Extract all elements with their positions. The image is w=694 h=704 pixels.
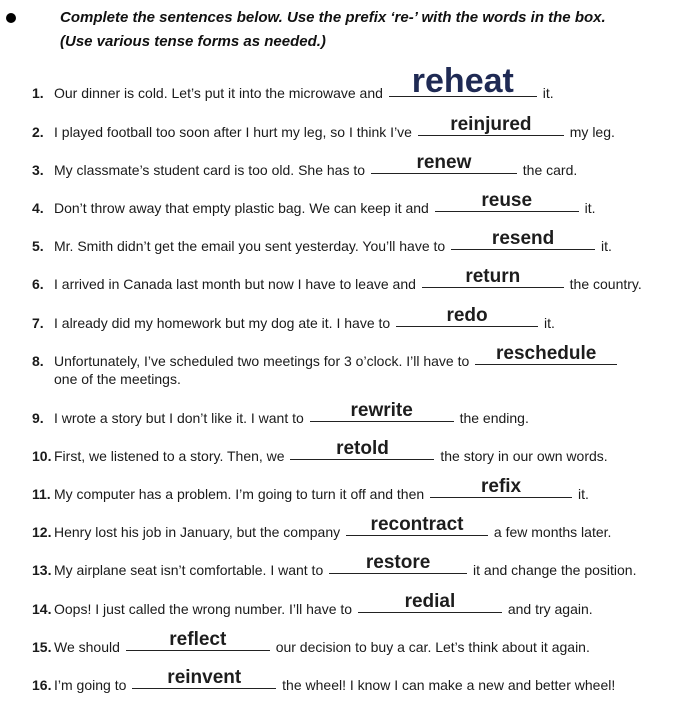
answer-text: reschedule xyxy=(496,343,597,364)
item-number: 3. xyxy=(32,162,44,178)
item-number: 5. xyxy=(32,238,44,254)
item-number: 1. xyxy=(32,85,44,101)
answer-blank[interactable] xyxy=(371,152,517,175)
answer-text: reheat xyxy=(411,62,514,100)
sentence-item xyxy=(32,591,682,618)
answer-text: rewrite xyxy=(350,400,413,421)
item-number: 10. xyxy=(32,448,52,464)
answer-blank[interactable] xyxy=(132,667,276,690)
item-text-before: Our dinner is cold. Let’s put it into the microwave and xyxy=(54,85,383,101)
answer-blank[interactable] xyxy=(396,305,538,328)
sentence-item xyxy=(32,629,682,656)
item-text-before: Oops! I just called the wrong number. I’ll have to xyxy=(54,601,353,617)
item-text-before: My computer has a problem. I’m going to turn it off and then xyxy=(54,486,425,502)
item-text-before: Don’t throw away that empty plastic bag. We can keep it and xyxy=(54,200,429,216)
sentence-item xyxy=(32,552,682,579)
item-text-after: the story in our own words. xyxy=(440,448,608,464)
answer-text: return xyxy=(465,266,521,287)
item-number: 11. xyxy=(32,486,51,502)
item-number: 16. xyxy=(32,677,52,693)
answer-blank[interactable] xyxy=(418,114,564,137)
sentence-item xyxy=(32,228,682,255)
item-text-before: I wrote a story but I don’t like it. I want to xyxy=(54,410,304,426)
item-text-after: a few months later. xyxy=(493,524,612,540)
sentence-item xyxy=(32,190,682,217)
answer-blank[interactable] xyxy=(422,266,564,289)
answer-text: redo xyxy=(446,305,488,326)
item-number: 7. xyxy=(32,315,44,331)
bullet-icon xyxy=(6,13,16,23)
item-text-before: My classmate’s student card is too old. She has to xyxy=(54,162,366,178)
item-number: 2. xyxy=(32,124,44,140)
item-number: 14. xyxy=(32,601,52,617)
instructions xyxy=(32,6,682,54)
item-text-after: the country. xyxy=(569,276,642,292)
item-number: 8. xyxy=(32,353,44,369)
item-text-before: I arrived in Canada last month but now I have to leave and xyxy=(54,276,416,292)
item-text-before: Unfortunately, I’ve scheduled two meetings for 3 o’clock. I’ll have to xyxy=(54,353,470,369)
item-text-after: the ending. xyxy=(459,410,529,426)
item-text-after: it. xyxy=(542,85,554,101)
sentence-item xyxy=(32,152,682,179)
item-text-before: I’m going to xyxy=(54,677,127,693)
answer-blank[interactable] xyxy=(475,343,617,366)
sentence-item xyxy=(32,62,682,102)
answer-blank[interactable] xyxy=(290,438,434,461)
item-number: 4. xyxy=(32,200,44,216)
item-text-after: the card. xyxy=(522,162,578,178)
item-text-before: I played football too soon after I hurt my leg, so I think I’ve xyxy=(54,124,412,140)
item-text-before: We should xyxy=(54,639,120,655)
item-text-before: Henry lost his job in January, but the company xyxy=(54,524,341,540)
answer-text: reflect xyxy=(169,629,227,650)
item-text-before: My airplane seat isn’t comfortable. I want to xyxy=(54,562,324,578)
item-continuation: one of the meetings. xyxy=(54,371,181,387)
answer-blank[interactable] xyxy=(451,228,595,251)
item-number: 12. xyxy=(32,524,52,540)
sentence-item xyxy=(32,266,682,293)
item-text-after: it. xyxy=(543,315,555,331)
sentence-item xyxy=(32,514,682,541)
item-text-after: it. xyxy=(577,486,589,502)
item-text-after: and try again. xyxy=(507,601,593,617)
item-text-before: First, we listened to a story. Then, we xyxy=(54,448,285,464)
instructions-line-1: Complete the sentences below. Use the prefix ‘re-’ with the words in the box. xyxy=(60,9,606,26)
item-text-after: the wheel! I know I can make a new and better wheel! xyxy=(282,677,616,693)
item-text-before: Mr. Smith didn’t get the email you sent yesterday. You’ll have to xyxy=(54,238,446,254)
sentence-item xyxy=(32,400,682,427)
answer-text: recontract xyxy=(370,514,464,535)
item-text-after: our decision to buy a car. Let’s think about it again. xyxy=(275,639,590,655)
instructions-line-2: (Use various tense forms as needed.) xyxy=(60,33,326,50)
answer-text: reinjured xyxy=(450,114,532,135)
answer-text: resend xyxy=(491,228,555,249)
answer-blank[interactable] xyxy=(430,476,572,499)
item-number: 15. xyxy=(32,639,52,655)
item-text-after: it. xyxy=(584,200,596,216)
answer-blank[interactable] xyxy=(358,591,502,614)
item-text-before: I already did my homework but my dog ate it. I have to xyxy=(54,315,391,331)
answer-text: reuse xyxy=(481,190,533,211)
item-text-after: my leg. xyxy=(569,124,615,140)
sentence-item xyxy=(32,476,682,503)
answer-blank[interactable] xyxy=(435,190,579,213)
answer-blank[interactable] xyxy=(329,552,467,575)
answer-blank[interactable] xyxy=(389,62,537,100)
answer-text: reinvent xyxy=(167,667,242,688)
item-number: 13. xyxy=(32,562,52,578)
answer-text: refix xyxy=(480,476,522,497)
sentence-item xyxy=(32,667,682,694)
sentence-item xyxy=(32,438,682,465)
answer-text: redial xyxy=(404,591,456,612)
answer-text: renew xyxy=(416,152,472,173)
item-text-after: it. xyxy=(600,238,612,254)
answer-blank[interactable] xyxy=(310,400,454,423)
sentence-item xyxy=(32,114,682,141)
answer-blank[interactable] xyxy=(126,629,270,652)
item-number: 9. xyxy=(32,410,44,426)
answer-text: retold xyxy=(336,438,389,459)
sentence-item xyxy=(32,305,682,332)
sentence-item xyxy=(32,343,682,388)
item-number: 6. xyxy=(32,276,44,292)
answer-text: restore xyxy=(365,552,431,573)
answer-blank[interactable] xyxy=(346,514,488,537)
item-text-after: it and change the position. xyxy=(473,562,637,578)
